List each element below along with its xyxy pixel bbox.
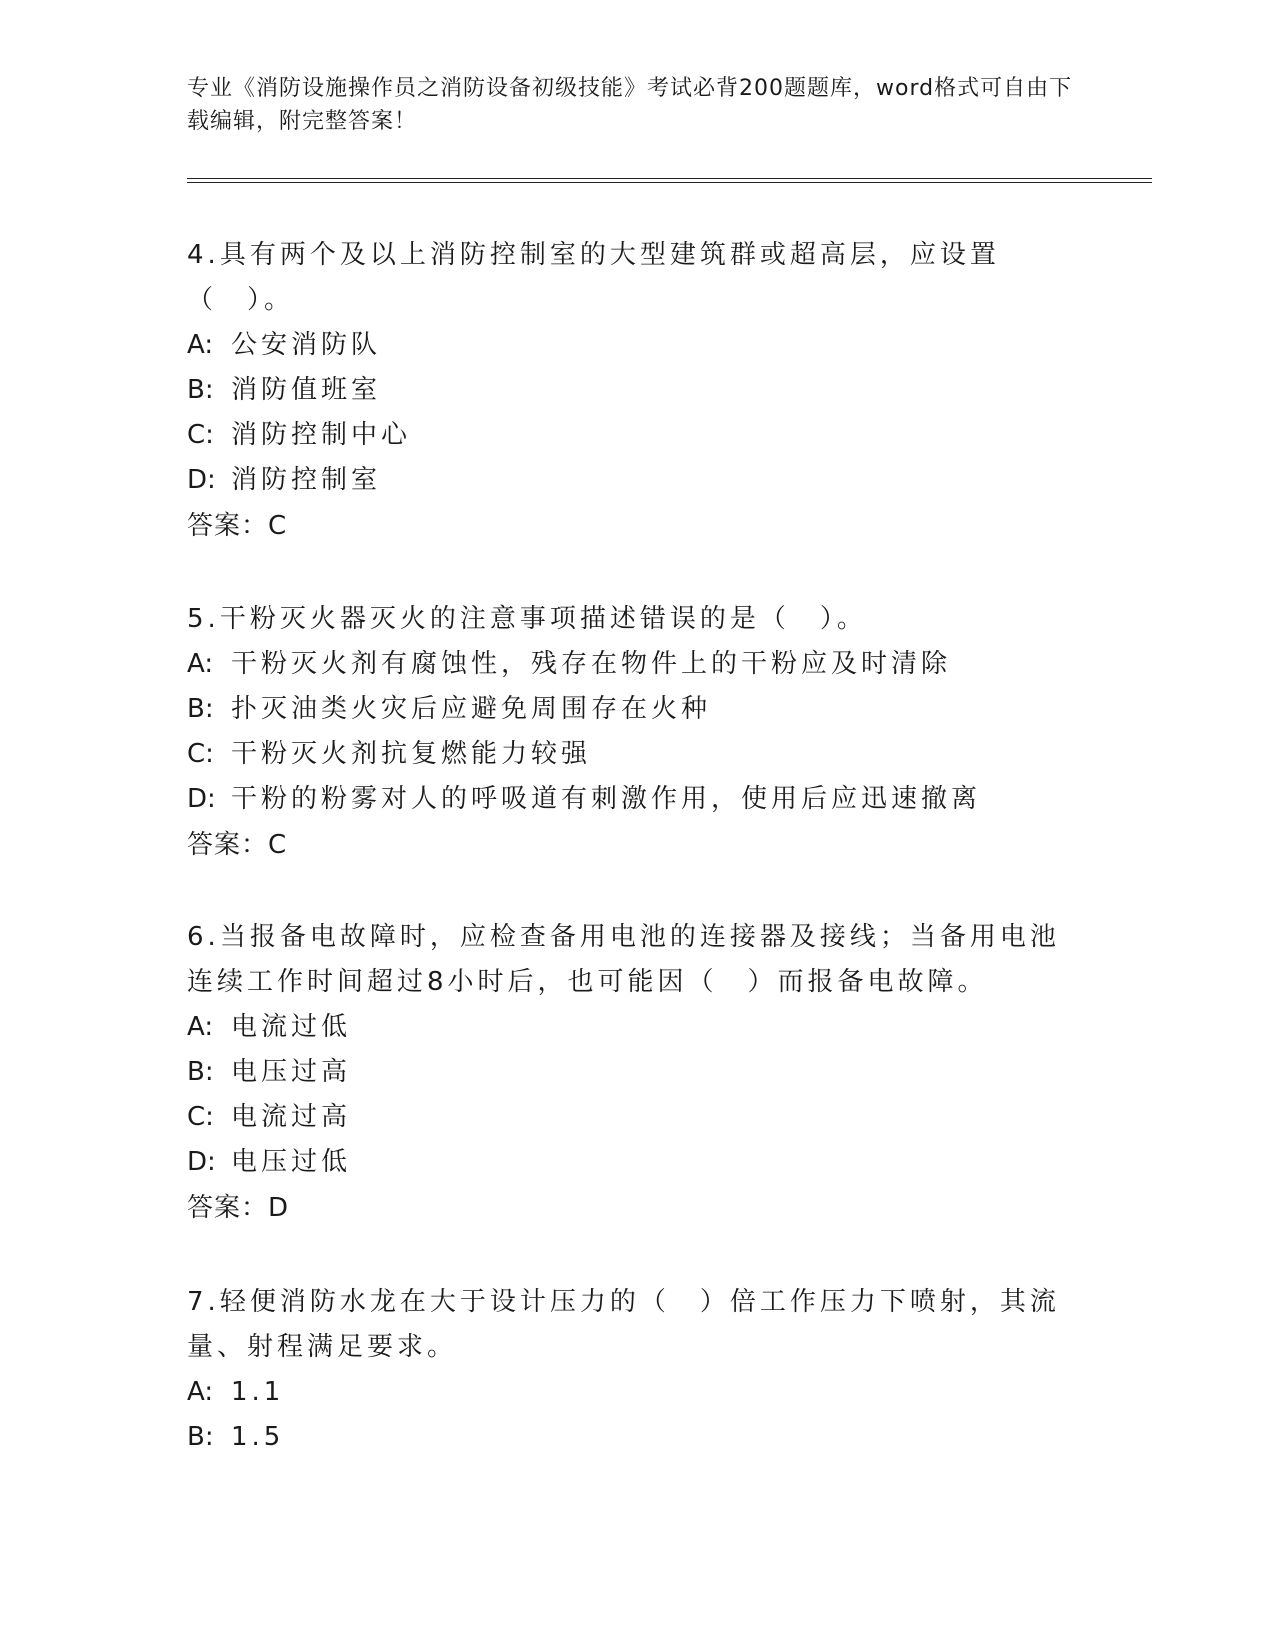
question-stem: 当报备电故障时，应检查备用电池的连接器及接线；当备用电池连续工作时间超过8小时后，也可能因（ ）而报备电故障。 bbox=[187, 922, 1060, 997]
option-text: 干粉灭火剂有腐蚀性，残存在物件上的干粉应及时清除 bbox=[231, 649, 952, 679]
option-letter: D: bbox=[187, 465, 216, 495]
option-a bbox=[187, 642, 1087, 687]
answer-line: 答案：D bbox=[187, 1193, 290, 1223]
option-text: 消防控制室 bbox=[231, 465, 382, 495]
question-number: 6. bbox=[187, 922, 220, 952]
question-7 bbox=[187, 1280, 1087, 1460]
option-letter: D: bbox=[187, 784, 216, 814]
option-d bbox=[187, 1140, 1087, 1185]
option-text: 1.5 bbox=[231, 1422, 285, 1452]
option-text: 消防值班室 bbox=[231, 375, 382, 405]
option-letter: C: bbox=[187, 1102, 214, 1132]
option-a bbox=[187, 1370, 1087, 1415]
option-letter: D: bbox=[187, 1147, 216, 1177]
option-letter: B: bbox=[187, 1057, 214, 1087]
option-text: 公安消防队 bbox=[231, 330, 382, 360]
option-letter: C: bbox=[187, 420, 214, 450]
option-letter: A: bbox=[187, 649, 214, 679]
option-c bbox=[187, 732, 1087, 777]
option-b bbox=[187, 1415, 1087, 1460]
option-c bbox=[187, 1095, 1087, 1140]
question-number: 5. bbox=[187, 604, 220, 634]
option-text: 干粉的粉雾对人的呼吸道有刺激作用，使用后应迅速撤离 bbox=[231, 784, 982, 814]
option-text: 扑灭油类火灾后应避免周围存在火种 bbox=[231, 694, 712, 724]
question-number: 7. bbox=[187, 1287, 220, 1317]
option-b bbox=[187, 687, 1087, 732]
option-letter: B: bbox=[187, 1422, 214, 1452]
option-letter: A: bbox=[187, 330, 214, 360]
question-text bbox=[187, 233, 1087, 323]
question-text bbox=[187, 915, 1087, 1005]
option-letter: B: bbox=[187, 694, 214, 724]
option-b bbox=[187, 1050, 1087, 1095]
option-letter: A: bbox=[187, 1377, 214, 1407]
question-5 bbox=[187, 597, 1087, 868]
option-d bbox=[187, 777, 1087, 822]
question-4 bbox=[187, 233, 1087, 549]
option-text: 电压过高 bbox=[231, 1057, 352, 1087]
question-number: 4. bbox=[187, 240, 220, 270]
question-stem: 轻便消防水龙在大于设计压力的（ ）倍工作压力下喷射，其流量、射程满足要求。 bbox=[187, 1287, 1060, 1362]
option-letter: C: bbox=[187, 739, 214, 769]
header-divider-top bbox=[187, 178, 1152, 179]
option-letter: B: bbox=[187, 375, 214, 405]
option-text: 电压过低 bbox=[231, 1147, 352, 1177]
header-divider-bottom bbox=[187, 182, 1152, 183]
option-a bbox=[187, 323, 1087, 368]
question-stem: 具有两个及以上消防控制室的大型建筑群或超高层，应设置（ ）。 bbox=[187, 240, 1000, 315]
option-d bbox=[187, 458, 1087, 503]
question-stem: 干粉灭火器灭火的注意事项描述错误的是（ ）。 bbox=[219, 604, 867, 634]
answer-line: 答案：C bbox=[187, 830, 288, 860]
question-text bbox=[187, 1280, 1087, 1370]
option-a bbox=[187, 1005, 1087, 1050]
option-letter: A: bbox=[187, 1012, 214, 1042]
option-text: 1.1 bbox=[231, 1377, 285, 1407]
option-text: 电流过高 bbox=[231, 1102, 352, 1132]
option-c bbox=[187, 413, 1087, 458]
question-text bbox=[187, 597, 1087, 642]
option-b bbox=[187, 368, 1087, 413]
option-text: 干粉灭火剂抗复燃能力较强 bbox=[231, 739, 592, 769]
question-6 bbox=[187, 915, 1087, 1231]
document-header: 专业《消防设施操作员之消防设备初级技能》考试必背200题题库，word格式可自由下载编辑，附完整答案！ bbox=[187, 76, 1073, 134]
answer-line: 答案：C bbox=[187, 511, 288, 541]
option-text: 电流过低 bbox=[231, 1012, 352, 1042]
option-text: 消防控制中心 bbox=[231, 420, 412, 450]
